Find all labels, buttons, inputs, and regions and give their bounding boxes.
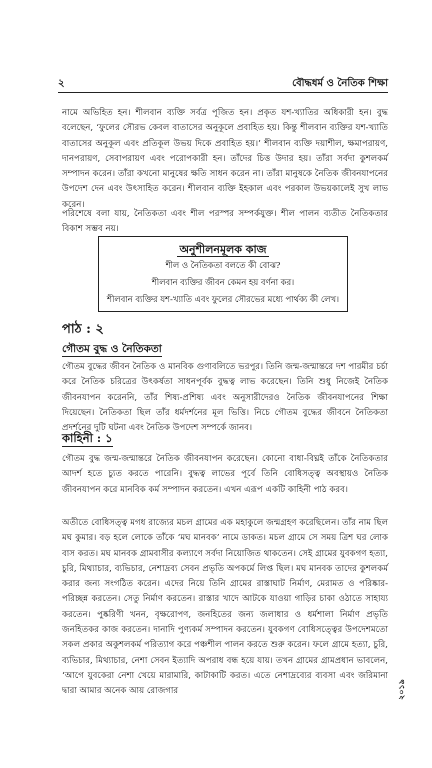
section-paragraph: গৌতম বুদ্ধের জীবন নৈতিক ও মানবিক গুণাবলিতে ভরপুর। তিনি জন্ম-জন্মান্তরে দশ পারমীর চর্চা করে নৈতিক চরিত্রের উৎকর্ষতা সাধনপূর্বক বুদ্ধত্ব লাভ করেছেন। তিনি শুধু নিজেই নৈতিক জীবনযাপন করেননি, তাঁর শিষ্য-প্রশিষ্য এবং অনুসারীদেরও নৈতিক জীবনযাপনের শিক্ষা দিয়েছেন। নৈতিকতা ছিল তাঁর ধর্মদর্শনের মূল ভিত্তি। নিচে গৌতম বুদ্ধের জীবনে নৈতিকতা প্রদর্শনের দুটি ঘটনা এবং নৈতিক উপদেশ সম্পর্কে জানব। [62, 362, 388, 434]
story-body-paragraph: অতীতে বোধিসত্ত্ব মগধ রাজ্যের মচল গ্রামের এক মহাকুলে জন্মগ্রহণ করেছিলেন। তাঁর নাম ছিল মঘ কুমার। বড় হলে লোকে তাঁকে ‘মঘ মানবক’ নামে ডাকত। মচল গ্রামে সে সময় ত্রিশ ঘর লোক বাস করত। মঘ মানবক গ্রামবাসীর কল্যাণে সর্বদা নিয়োজিত থাকতেন। সেই গ্রামের যুবকগণ হত্যা, চুরি, মিথ্যাচার, ব্যভিচার, নেশাদ্রব্য সেবন প্রভৃতি অপকর্মে লিপ্ত ছিল। মঘ মানবক তাদের কুশলকর্ম করার জন্য সংগঠিত করেন। এদের নিয়ে তিনি গ্রামের রাস্তাঘাট নির্মাণ, মেরামত ও পরিষ্কার-পরিচ্ছন্ন করতেন। সেতু নির্মাণ করতেন। রাস্তার খাদে আটকে যাওয়া গাড়ির চাকা ওঠাতে সাহায্য করতেন। পুষ্করিণী খনন, বৃক্ষরোপণ, জনহিতের জন্য জলাধার ও ধর্মশালা নির্মাণ প্রভৃতি জনহিতকর কাজ করতেন। দানাদি পুণ্যকর্ম সম্পাদন করতেন। যুবকগণ বোধিসত্ত্বের উপদেশমতো সকল প্রকার অকুশলকর্ম পরিত্যাগ করে পঞ্চশীল পালন করতে শুরু করেন। ফলে গ্রামে হত্যা, চুরি, ব্যভিচার, মিথ্যাচার, নেশা সেবন ইত্যাদি অপরাধ বন্ধ হয়ে যায়। তখন গ্রামের গ্রামপ্রধান ভাবলেন, ‘আগে যুবকেরা নেশা খেয়ে মারামারি, কাটাকাটি করত। এতে নেশাদ্রব্যের ব্যবসা এবং জরিমানা দ্বারা আমার অনেক আয় রোজগার [62, 518, 388, 697]
activity-box [98, 236, 348, 312]
activity-item: শীলবান ব্যক্তির যশ-খ্যাতি এবং ফুলের সৌরভের মধ্যে পার্থক্য কী লেখ। [107, 294, 339, 304]
activity-item: শীল ও নৈতিকতা বলতে কী বোঝ? [165, 260, 281, 270]
activity-item: শীলবান ব্যক্তির জীবন কেমন হয় বর্ণনা কর। [151, 277, 295, 287]
section-heading: গৌতম বুদ্ধ ও নৈতিকতা [62, 343, 162, 355]
chapter-heading: পাঠ : ২ [62, 322, 104, 337]
page-header [58, 76, 388, 92]
side-page-marker: ২০১৯ [396, 679, 406, 700]
page-number: ২ [58, 78, 65, 89]
story-heading: কাহিনী : ১ [62, 431, 113, 445]
intro-paragraph: নামে অভিহিত হন। শীলবান ব্যক্তি সর্বত্র পূজিত হন। প্রকৃত যশ-খ্যাতির অধিকারী হন। বুদ্ধ বলেছেন, ‘ফুলের সৌরভ কেবল বাতাসের অনুকূলে প্রবাহিত হয়। কিন্তু শীলবান ব্যক্তির যশ-খ্যাতি বাতাসের অনুকূল এবং প্রতিকূল উভয় দিকে প্রবাহিত হয়।’ শীলবান ব্যক্তি দয়াশীল, ক্ষমাপরায়ণ, দানপরায়ণ, সেবাপরায়ণ এবং পরোপকারী হন। তাঁদের চিত্ত উদার হয়। তাঁরা সর্বদা কুশলকর্ম সম্পাদন করেন। তাঁরা কখনো মানুষের ক্ষতি সাধন করেন না। তাঁরা মানুষকে নৈতিক জীবনযাপনের উপদেশ দেন এবং উৎসাহিত করেন। শীলবান ব্যক্তি ইহকাল এবং পরকাল উভয়কালেই সুখ লাভ করেন। [62, 108, 388, 210]
summary-paragraph: পরিশেষে বলা যায়, নৈতিকতা এবং শীল পরস্পর সম্পর্কযুক্ত। শীল পালন ব্যতীত নৈতিকতার বিকাশ সম্ভব নয়। [62, 209, 388, 235]
running-title: বৌদ্ধধর্ম ও নৈতিক শিক্ষা [292, 78, 388, 89]
activity-box-title: অনুশীলনমূলক কাজ [179, 243, 267, 256]
story-intro-paragraph: গৌতম বুদ্ধ জন্ম-জন্মান্তরে নৈতিক জীবনযাপন করেছেন। কোনো বাধা-বিঘ্নই তাঁকে নৈতিকতার আদর্শ হতে চ্যুত করতে পারেনি। বুদ্ধত্ব লাভের পূর্বে তিনি বোধিসত্ত্ব অবস্থায়ও নৈতিক জীবনযাপন করে মানবিক কর্ম সম্পাদন করতেন। এখন এরূপ একটি কাহিনী পাঠ করব। [62, 454, 388, 495]
header-divider [58, 92, 388, 93]
